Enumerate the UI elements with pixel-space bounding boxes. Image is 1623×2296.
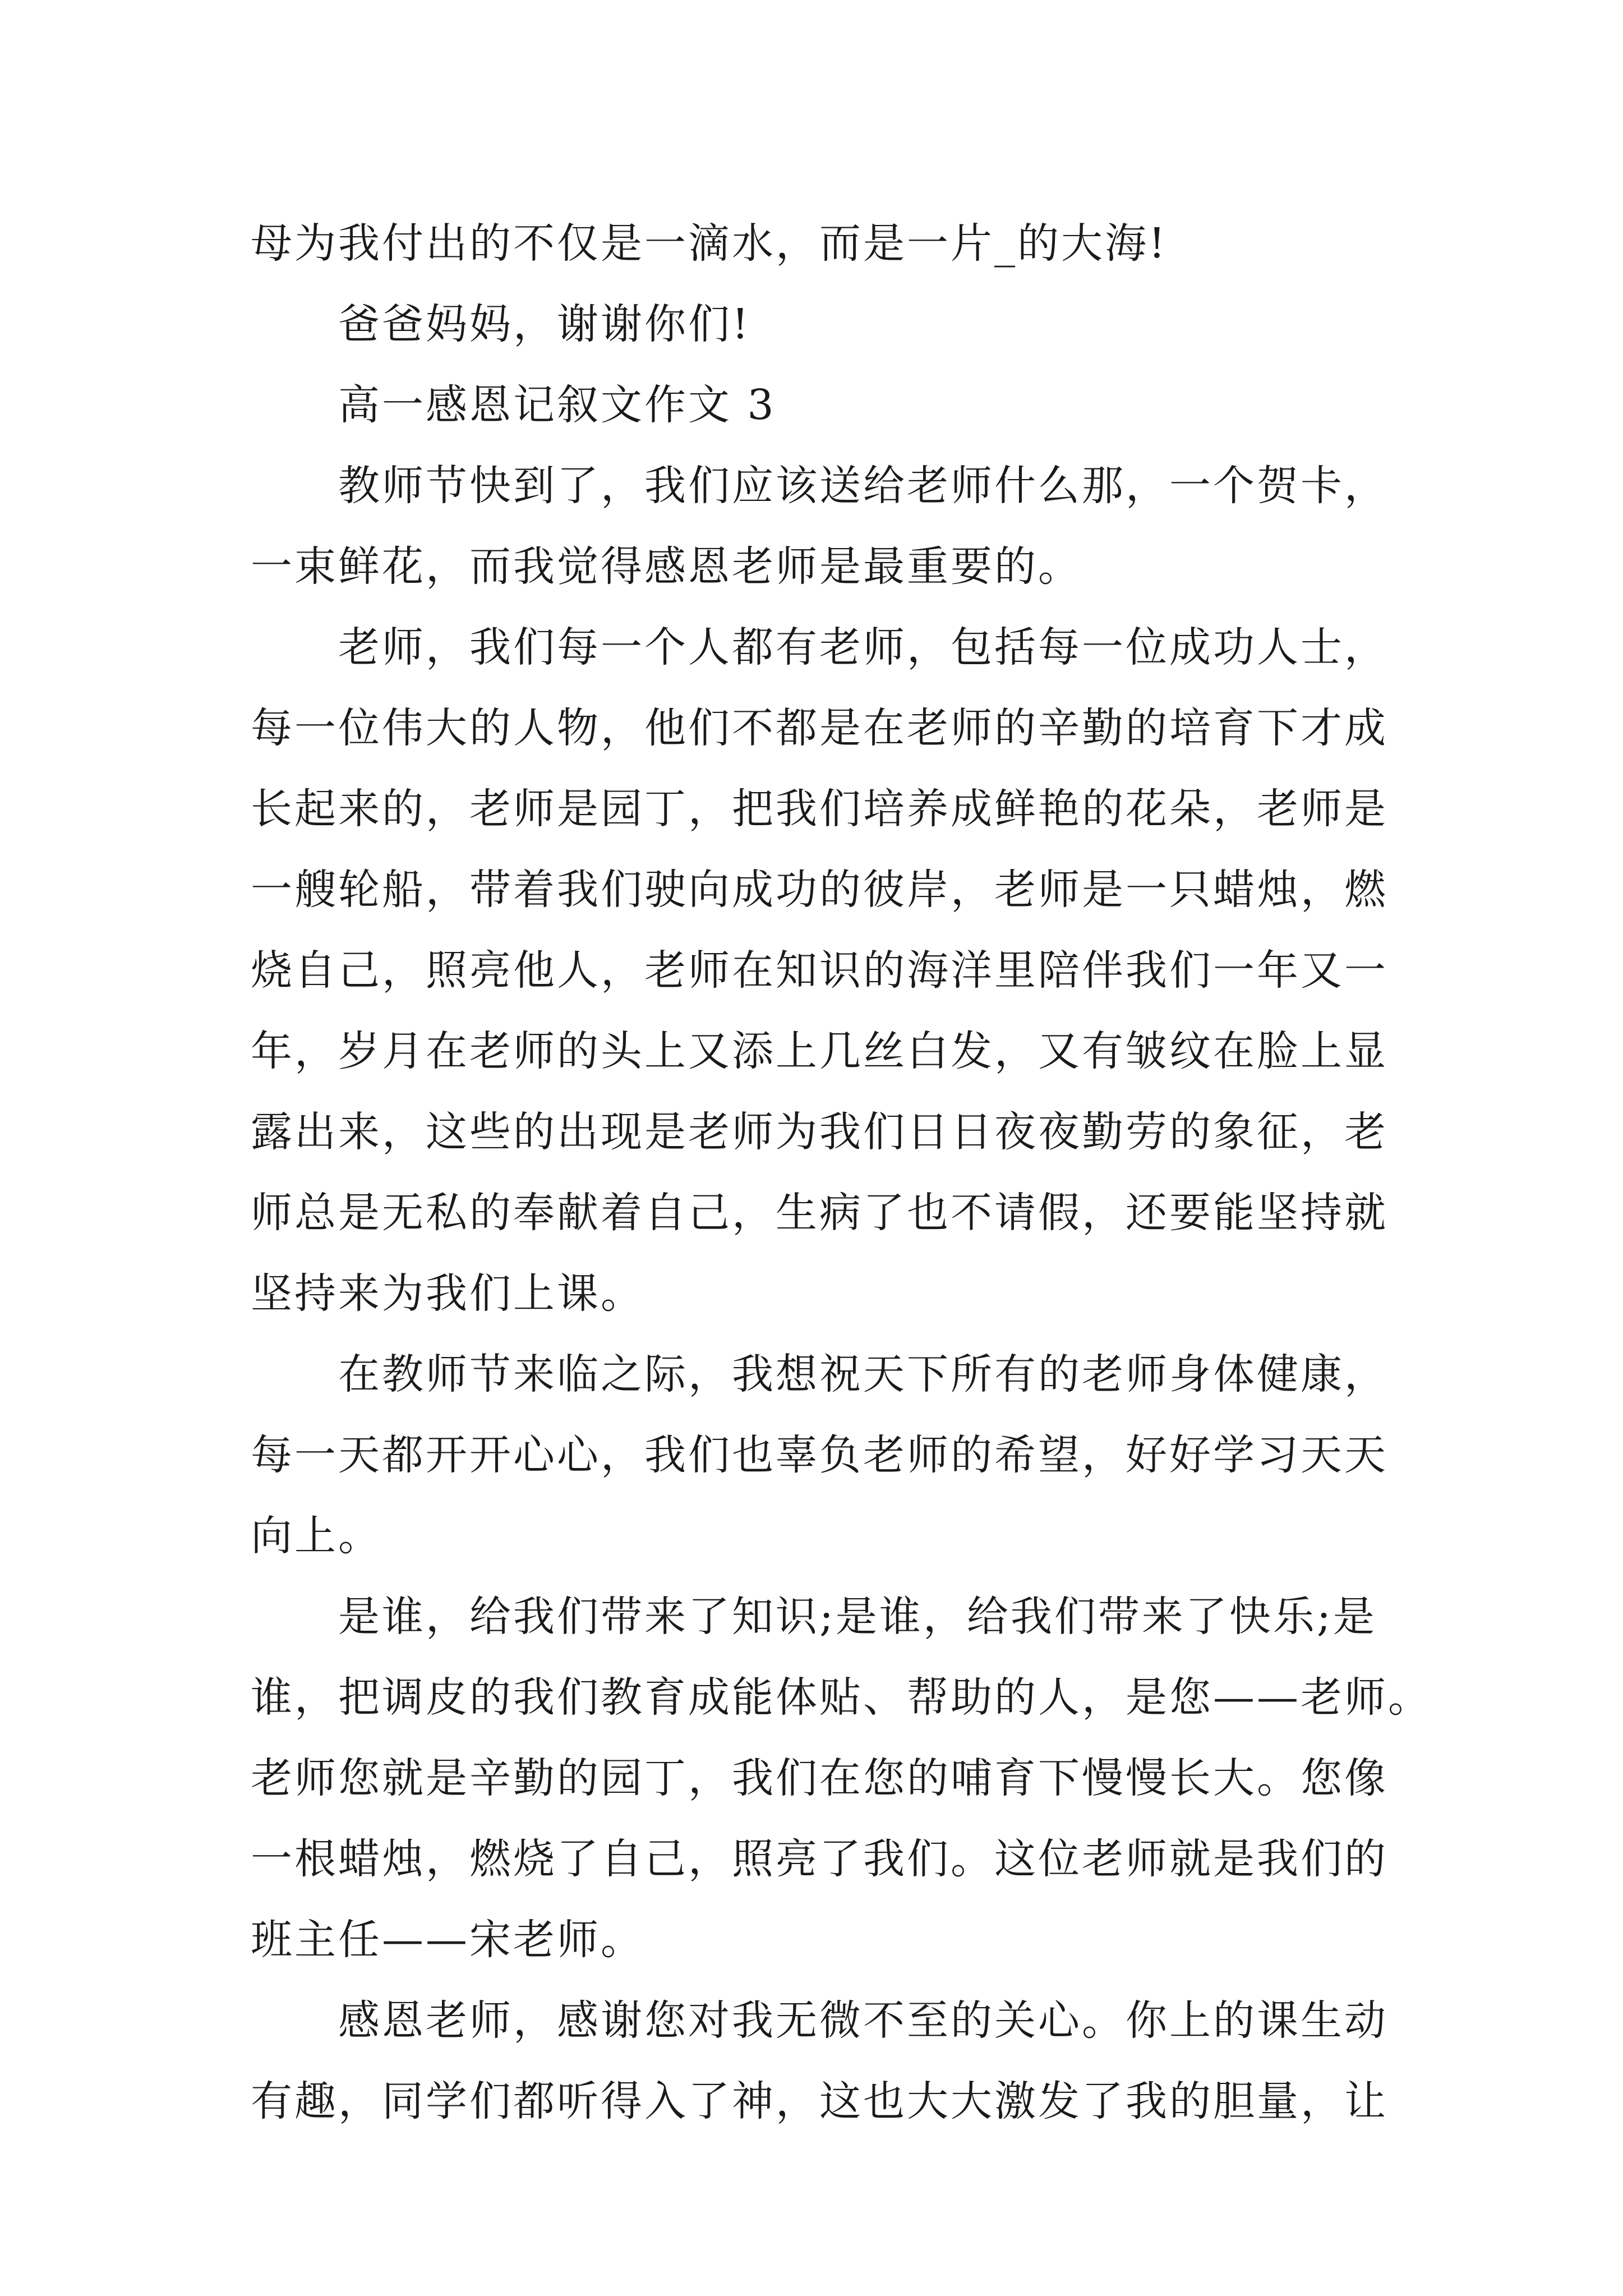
text-line: 是谁，给我们带来了知识;是谁，给我们带来了快乐;是 <box>338 1593 1377 1641</box>
text-line: 向上。 <box>251 1512 382 1560</box>
paragraph <box>251 203 1384 284</box>
paragraph <box>251 445 1388 607</box>
paragraph <box>251 607 1388 1334</box>
document-body <box>251 203 1432 2142</box>
paragraph <box>251 1334 1388 1576</box>
text-line: 谁，把调皮的我们教育成能体贴、帮助的人，是您——老师。 <box>251 1673 1432 1722</box>
paragraph <box>251 1576 1432 1980</box>
text-line: 师总是无私的奉献着自己，生病了也不请假，还要能坚持就 <box>251 1189 1388 1237</box>
text-line: 母为我付出的不仅是一滴水，而是一片_的大海! <box>251 219 1168 268</box>
text-line: 感恩老师，感谢您对我无微不至的关心。你上的课生动 <box>338 1996 1388 2045</box>
text-line: 一束鲜花，而我觉得感恩老师是最重要的。 <box>251 542 1082 591</box>
text-line: 每一天都开开心心，我们也辜负老师的希望，好好学习天天 <box>251 1431 1388 1479</box>
section-heading <box>251 365 1384 445</box>
paragraph <box>251 1980 1388 2142</box>
text-line: 老师，我们每一个人都有老师，包括每一位成功人士， <box>338 623 1388 671</box>
text-line: 一艘轮船，带着我们驶向成功的彼岸，老师是一只蜡烛，燃 <box>251 866 1388 914</box>
paragraph <box>251 284 1384 365</box>
text-line: 爸爸妈妈，谢谢你们! <box>338 300 751 348</box>
text-line: 教师节快到了，我们应该送给老师什么那，一个贺卡， <box>338 462 1388 510</box>
text-line: 一根蜡烛，燃烧了自己，照亮了我们。这位老师就是我们的 <box>251 1835 1388 1883</box>
text-line: 露出来，这些的出现是老师为我们日日夜夜勤劳的象征，老 <box>251 1108 1388 1156</box>
text-line: 有趣，同学们都听得入了神，这也大大激发了我的胆量，让 <box>251 2077 1388 2125</box>
text-line: 长起来的，老师是园丁，把我们培养成鲜艳的花朵，老师是 <box>251 785 1388 833</box>
heading-text: 高一感恩记叙文作文 3 <box>338 381 776 429</box>
text-line: 老师您就是辛勤的园丁，我们在您的哺育下慢慢长大。您像 <box>251 1754 1388 1802</box>
text-line: 班主任——宋老师。 <box>251 1916 644 1964</box>
text-line: 坚持来为我们上课。 <box>251 1269 644 1318</box>
text-line: 在教师节来临之际，我想祝天下所有的老师身体健康， <box>338 1350 1388 1398</box>
text-line: 每一位伟大的人物，他们不都是在老师的辛勤的培育下才成 <box>251 704 1388 752</box>
text-line: 年，岁月在老师的头上又添上几丝白发，又有皱纹在脸上显 <box>251 1027 1388 1075</box>
text-line: 烧自己，照亮他人，老师在知识的海洋里陪伴我们一年又一 <box>251 946 1388 995</box>
